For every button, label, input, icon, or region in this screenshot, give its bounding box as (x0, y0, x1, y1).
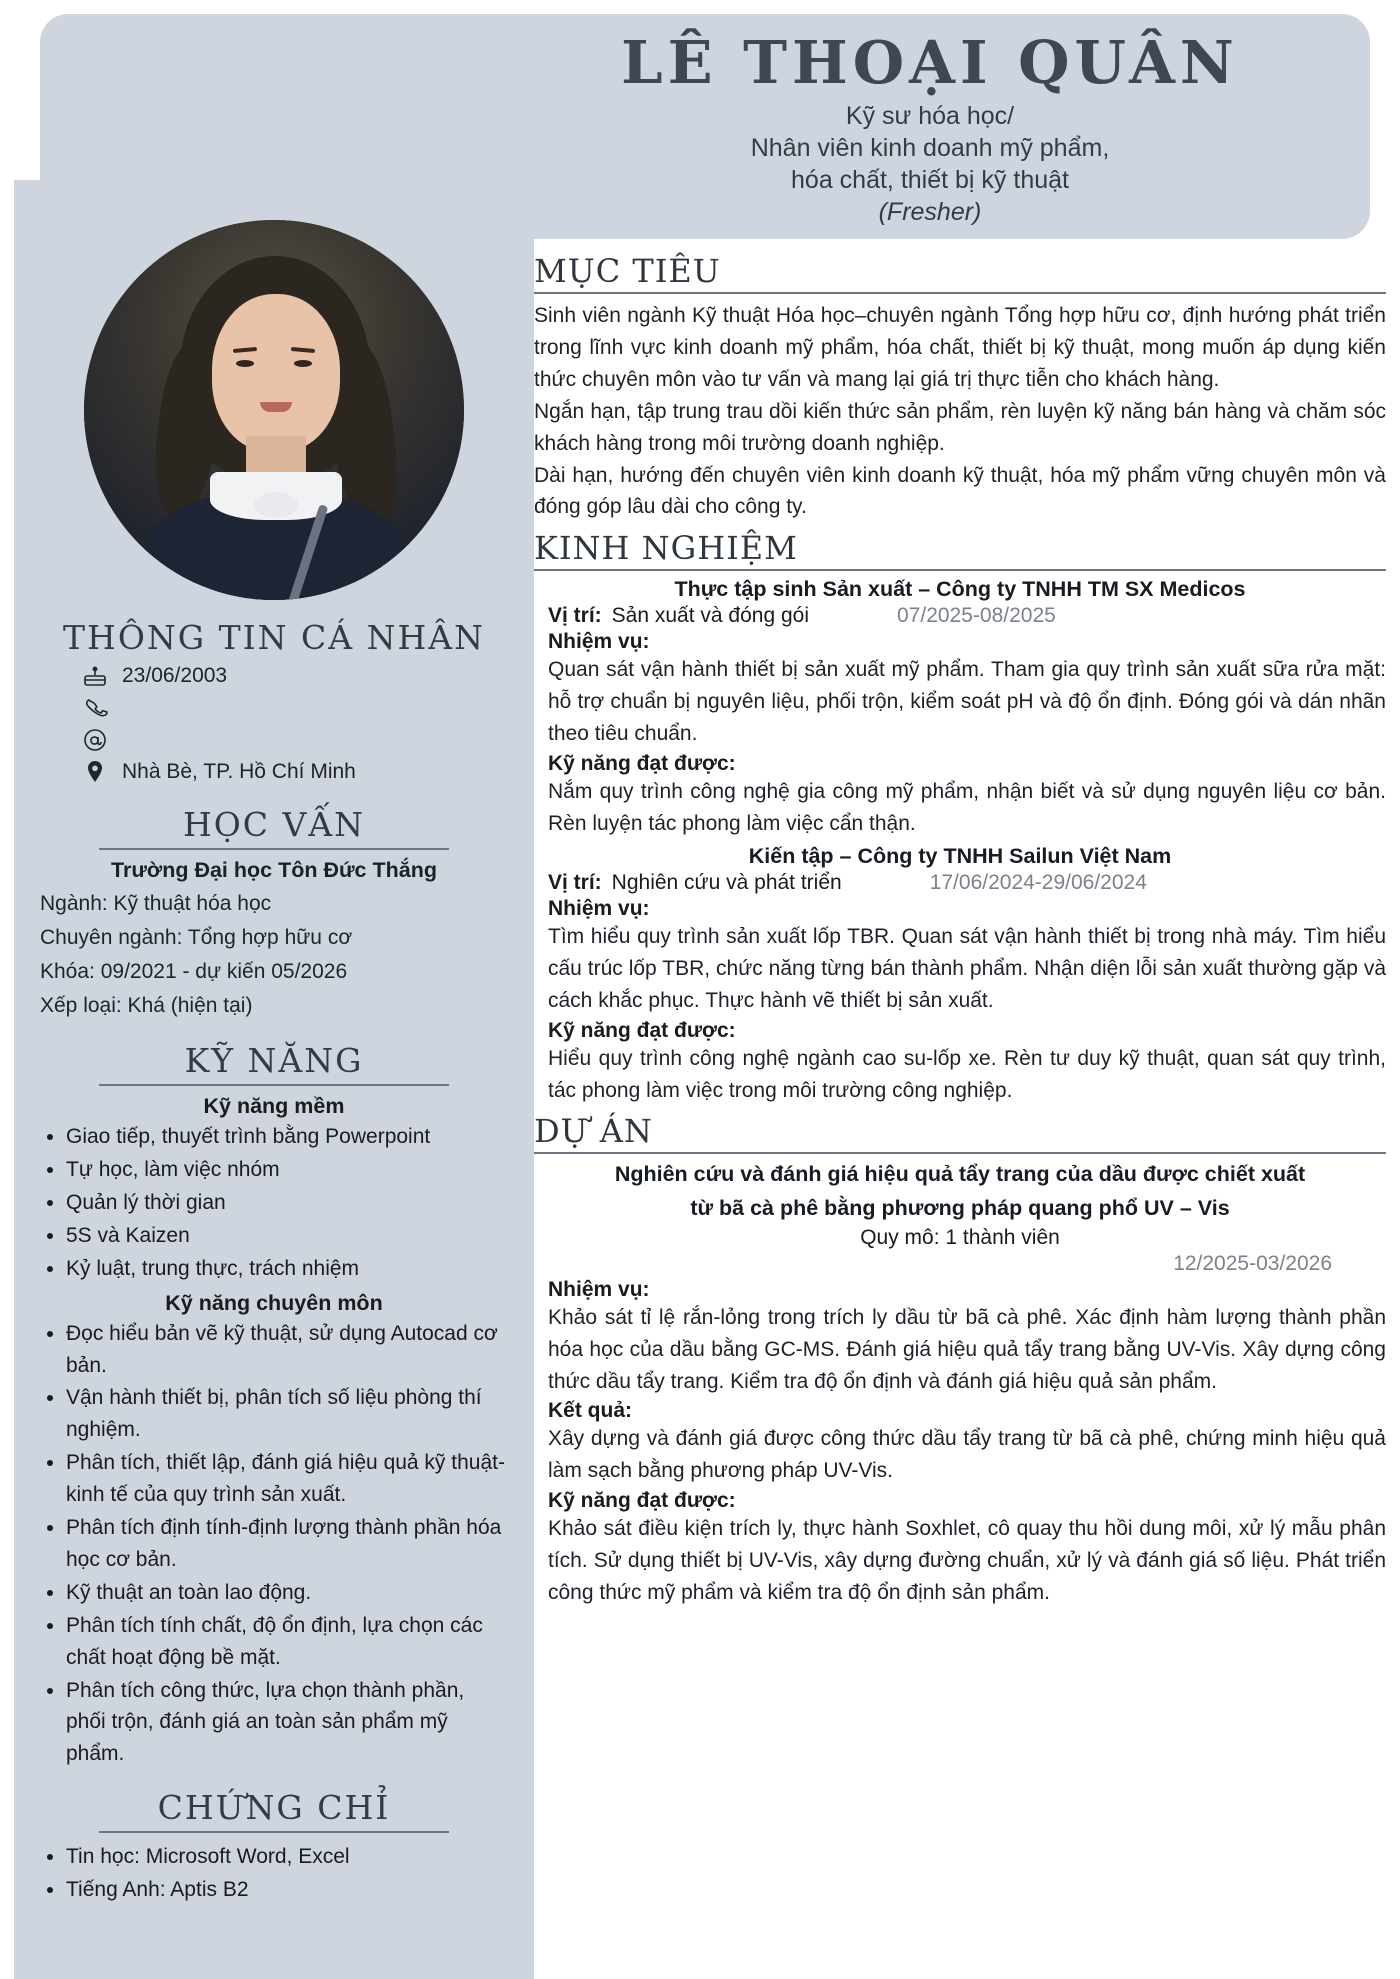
experience-date: 17/06/2024-29/06/2024 (929, 870, 1147, 894)
info-row-birthday (80, 661, 508, 691)
list-item: • Phân tích tính chất, độ ổn định, lựa chọn các chất hoạt động bề mặt. (66, 1610, 508, 1674)
experience-duty-label: Nhiệm vụ: (548, 896, 650, 920)
list-item: • Kỷ luật, trung thực, trách nhiệm (66, 1253, 508, 1285)
soft-skills-heading: Kỹ năng mềm (203, 1094, 345, 1119)
list-item: • Phân tích định tính-định lượng thành phần hóa học cơ bản. (66, 1512, 508, 1576)
education-line: Xếp loại: Khá (hiện tại) (40, 994, 253, 1018)
list-item: • Tự học, làm việc nhóm (66, 1154, 508, 1186)
experience-skill: Nắm quy trình công nghệ gia công mỹ phẩm, nhận biết và sử dụng nguyên liệu cơ bản. Rèn luyện tác phong làm việc cẩn thận. (548, 780, 1386, 835)
education-line: Ngành: Kỹ thuật hóa học (40, 892, 272, 915)
list-item: • Tin học: Microsoft Word, Excel (66, 1841, 508, 1873)
info-row-address (80, 757, 508, 787)
education-line: Khóa: 09/2021 - dự kiến 05/2026 (40, 960, 348, 984)
experience-position: Sản xuất và đóng gói (611, 604, 809, 628)
professional-skills-list (40, 1318, 508, 1771)
main-content (534, 246, 1386, 1609)
list-item: • Tiếng Anh: Aptis B2 (66, 1874, 508, 1906)
soft-skills-list (40, 1121, 508, 1285)
header-text-block (500, 28, 1360, 228)
list-item: • Phân tích, thiết lập, đánh giá hiệu quả kỹ thuật-kinh tế của quy trình sản xuất. (66, 1447, 508, 1511)
subtitle-line-1: Kỹ sư hóa học/ (845, 101, 1015, 130)
list-item: • Kỹ thuật an toàn lao động. (66, 1577, 508, 1609)
section-title-experience: KINH NGHIỆM (534, 529, 798, 568)
experience-duty-label: Nhiệm vụ: (548, 630, 650, 654)
subtitle-line-3: hóa chất, thiết bị kỹ thuật (791, 165, 1069, 194)
experience-position-label: Vị trí: (548, 870, 602, 894)
experience-date: 07/2025-08/2025 (897, 604, 1056, 628)
experience-item (534, 577, 1386, 840)
project-duty: Khảo sát tỉ lệ rắn-lỏng trong trích ly dầu từ bã cà phê. Xác định hàm lượng thành phần hóa học của dầu bằng GC-MS. Đánh giá hiệu quả tẩy trang bằng UV-Vis. Xây dựng công thức dầu tẩy trang. Kiểm tra độ ổn định và đánh giá hiệu quả sản phẩm. (548, 1305, 1386, 1393)
certificates-list (40, 1841, 508, 1906)
experience-company: Thực tập sinh Sản xuất – Công ty TNHH TM SX Medicos (674, 577, 1246, 602)
email-icon (80, 725, 110, 755)
experience-duty: Quan sát vận hành thiết bị sản xuất mỹ phẩm. Tham gia quy trình sản xuất sữa rửa mặt: hỗ trợ chuẩn bị nguyên liệu, phối trộn, kiểm soát pH và độ ổn định. Đóng gói và dán nhãn theo tiêu chuẩn. (548, 658, 1386, 746)
sidebar-content (14, 600, 534, 1907)
experience-skill: Hiểu quy trình công nghệ ngành cao su-lốp xe. Rèn tư duy kỹ thuật, quan sát quy trình, tác phong làm việc trong môi trường công nghiệp. (548, 1046, 1386, 1102)
experience-company: Kiến tập – Công ty TNHH Sailun Việt Nam (748, 843, 1172, 868)
subtitle-line-4: (Fresher) (878, 197, 982, 226)
experience-skill-label: Kỹ năng đạt được: (548, 752, 736, 776)
objective-paragraph: Dài hạn, hướng đến chuyên viên kinh doanh kỹ thuật, hóa mỹ phẩm vững chuyên môn và đóng góp lâu dài cho công ty. (534, 463, 1386, 519)
header-subtitle (500, 100, 1360, 228)
professional-skills-heading: Kỹ năng chuyên môn (165, 1290, 383, 1315)
list-item: • Vận hành thiết bị, phân tích số liệu phòng thí nghiệm. (66, 1382, 508, 1446)
objective-paragraph: Ngắn hạn, tập trung trau dồi kiến thức sản phẩm, rèn luyện kỹ năng bán hàng và chăm sóc khách hàng trong môi trường doanh nghiệp. (534, 399, 1386, 455)
list-item: • Quản lý thời gian (66, 1187, 508, 1219)
list-item: • Giao tiếp, thuyết trình bằng Powerpoint (66, 1121, 508, 1153)
sidebar-panel (14, 180, 534, 1979)
project-date: 12/2025-03/2026 (1173, 1251, 1332, 1275)
section-title-personal-info: THÔNG TIN CÁ NHÂN (63, 618, 485, 657)
experience-position-row (548, 871, 1386, 895)
project-result-label: Kết quả: (548, 1399, 632, 1423)
location-pin-icon (80, 757, 110, 787)
divider-certificates (99, 1831, 449, 1833)
section-title-objective: MỤC TIÊU (534, 252, 721, 290)
avatar (84, 220, 464, 600)
section-title-certificates: CHỨNG CHỈ (157, 1788, 391, 1828)
divider-project (534, 1152, 1386, 1154)
experience-position: Nghiên cứu và phát triển (611, 870, 842, 894)
info-row-email (80, 725, 508, 755)
project-scale: Quy mô: 1 thành viên (860, 1225, 1060, 1249)
project-result: Xây dựng và đánh giá được công thức dầu tẩy trang từ bã cà phê, chứng minh hiệu quả làm sạch bằng phương pháp UV-Vis. (548, 1427, 1386, 1483)
subtitle-line-2: Nhân viên kinh doanh mỹ phẩm, (750, 133, 1110, 162)
objective-paragraph: Sinh viên ngành Kỹ thuật Hóa học–chuyên ngành Tổng hợp hữu cơ, định hướng phát triển trong lĩnh vực kinh doanh mỹ phẩm, hóa chất, thiết bị kỹ thuật, mong muốn áp dụng kiến thức chuyên môn vào tư vấn và mang lại giá trị thực tiễn cho khách hàng. (534, 304, 1386, 391)
project-skill: Khảo sát điều kiện trích ly, thực hành Soxhlet, cô quay thu hồi dung môi, xử lý mẫu phân tích. Sử dụng thiết bị UV-Vis, xây dựng đường chuẩn, xử lý và đánh giá số liệu. Phát triển công thức mỹ phẩm và kiểm tra độ ổn định sản phẩm. (548, 1517, 1386, 1605)
experience-position-label: Vị trí: (548, 604, 602, 628)
education-school: Trường Đại học Tôn Đức Thắng (111, 858, 437, 882)
divider-experience (534, 569, 1386, 571)
divider-skills (99, 1084, 449, 1086)
experience-item (534, 844, 1386, 1107)
list-item: • Phân tích công thức, lựa chọn thành phần, phối trộn, đánh giá an toàn sản phẩm mỹ phẩm. (66, 1675, 508, 1771)
experience-position-row (548, 604, 1386, 628)
section-title-education: HỌC VẤN (182, 805, 366, 844)
experience-skill-label: Kỹ năng đạt được: (548, 1018, 736, 1042)
phone-icon (80, 693, 110, 723)
section-title-project: DỰ ÁN (534, 1112, 653, 1151)
experience-duty: Tìm hiểu quy trình sản xuất lốp TBR. Quan sát vận hành thiết bị trong nhà máy. Tìm hiểu cấu trúc lốp TBR, chức năng từng bán thành phẩm. Nhận diện lỗi sản xuất thường gặp và cách khắc phục. Thực hành vẽ thiết bị sản xuất. (548, 924, 1386, 1012)
list-item: • Đọc hiểu bản vẽ kỹ thuật, sử dụng Autocad cơ bản. (66, 1318, 508, 1382)
info-row-phone (80, 693, 508, 723)
info-value-birthday: 23/06/2003 (122, 664, 228, 687)
project-skill-label: Kỹ năng đạt được: (548, 1489, 736, 1513)
list-item: • 5S và Kaizen (66, 1220, 508, 1252)
info-value-address: Nhà Bè, TP. Hồ Chí Minh (122, 760, 356, 783)
section-title-skills: KỸ NĂNG (184, 1041, 364, 1081)
page-title: LÊ THOẠI QUÂN (621, 28, 1239, 97)
education-line: Chuyên ngành: Tổng hợp hữu cơ (40, 926, 353, 950)
divider-education (99, 848, 449, 850)
divider-objective (534, 292, 1386, 294)
birthday-cake-icon (80, 661, 110, 691)
project-duty-label: Nhiệm vụ: (548, 1277, 650, 1301)
project-name-line-1: Nghiên cứu và đánh giá hiệu quả tẩy trang của dầu được chiết xuất (614, 1162, 1306, 1187)
project-name-line-2: từ bã cà phê bằng phương pháp quang phổ UV – Vis (690, 1196, 1230, 1221)
